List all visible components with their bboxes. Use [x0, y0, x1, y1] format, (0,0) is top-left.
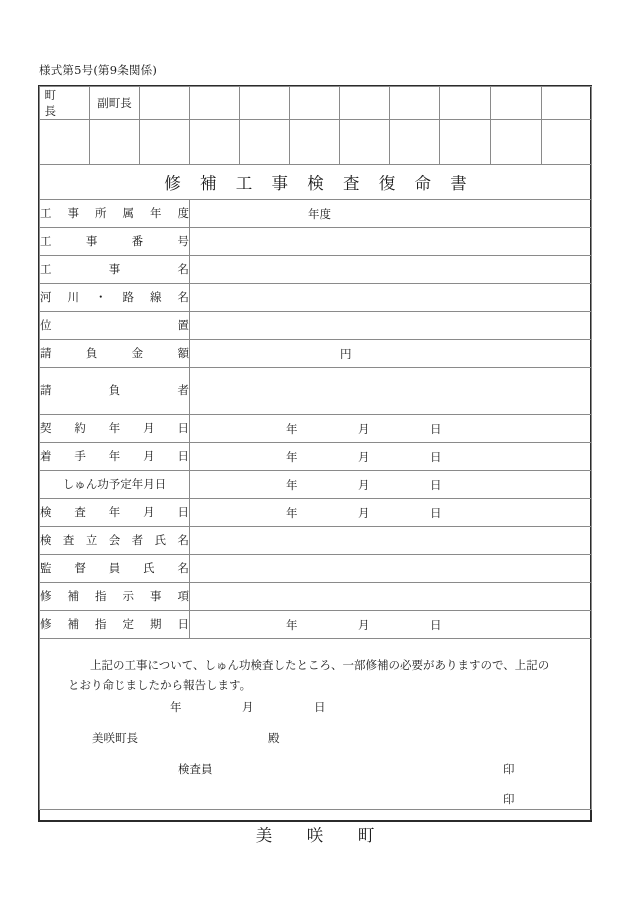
approval-cell-fukuchocho[interactable] [90, 87, 140, 120]
ymd-group [190, 471, 591, 498]
table-row [40, 527, 592, 555]
honorific-dono: 殿 [268, 731, 280, 745]
document-title-row [40, 165, 592, 200]
row-value-repair-instructions[interactable] [190, 583, 592, 611]
row-value-contract-amount[interactable] [190, 340, 592, 368]
month-mark: 月 [358, 505, 370, 520]
row-label-witness-name [40, 527, 190, 555]
approval-grid-header-row [40, 87, 592, 120]
label-text: 位 置 [40, 317, 189, 332]
table-row [40, 415, 592, 443]
row-value-supervisor-name[interactable] [190, 555, 592, 583]
stamp-box-7[interactable] [340, 120, 390, 165]
label-text: 検 査 立 会 者 氏 名 [40, 532, 189, 547]
stamp-box-4[interactable] [190, 120, 240, 165]
row-label-scheduled-completion-date [40, 471, 190, 499]
stamp-box-11[interactable] [542, 120, 592, 165]
table-row [40, 200, 592, 228]
row-value-witness-name[interactable] [190, 527, 592, 555]
table-row [40, 312, 592, 340]
label-text: 請 負 金 額 [40, 345, 189, 360]
month-mark: 月 [358, 421, 370, 436]
stamp-box-1[interactable] [40, 120, 90, 165]
approval-cell-11[interactable] [542, 87, 592, 120]
label-text: 請 負 者 [40, 383, 189, 398]
table-row [40, 583, 592, 611]
row-label-repair-deadline [40, 611, 190, 639]
row-value-repair-deadline[interactable] [190, 611, 592, 639]
table-row [40, 256, 592, 284]
page-title: 修 補 工 事 検 査 復 命 書 [164, 174, 474, 193]
seal-mark-icon-1[interactable]: 印 [503, 762, 515, 776]
label-text: 修 補 指 示 事 項 [40, 588, 189, 603]
approval-cell-6[interactable] [290, 87, 340, 120]
row-label-inspection-date [40, 499, 190, 527]
table-row [40, 284, 592, 312]
year-mark: 年 [286, 617, 298, 632]
month-mark: 月 [358, 617, 370, 632]
statement-row [40, 639, 592, 810]
ymd-group [190, 443, 591, 470]
row-value-inspection-date[interactable] [190, 499, 592, 527]
row-label-river-route-name [40, 284, 190, 312]
row-value-scheduled-completion-date[interactable] [190, 471, 592, 499]
row-value-contractor[interactable] [190, 368, 592, 415]
row-label-contract-date [40, 415, 190, 443]
statement-date-line[interactable] [170, 699, 326, 715]
table-row [40, 368, 592, 415]
approval-cell-3[interactable] [140, 87, 190, 120]
approval-cell-5[interactable] [240, 87, 290, 120]
row-value-fiscal-year[interactable] [190, 200, 592, 228]
statement-text: 上記の工事について、しゅん功検査したところ、一部修補の必要がありますので、上記のとおり命じましたから報告します。 [68, 658, 550, 693]
row-value-start-date[interactable] [190, 443, 592, 471]
yen-unit-text: 円 [340, 346, 352, 361]
approval-cell-10[interactable] [491, 87, 542, 120]
row-label-start-date [40, 443, 190, 471]
row-value-location[interactable] [190, 312, 592, 340]
row-label-repair-instructions [40, 583, 190, 611]
row-label-supervisor-name [40, 555, 190, 583]
stamp-box-3[interactable] [140, 120, 190, 165]
statement-year-mark: 年 [170, 700, 182, 714]
year-mark: 年 [286, 449, 298, 464]
year-mark: 年 [286, 421, 298, 436]
row-value-river-route-name[interactable] [190, 284, 592, 312]
table-row [40, 471, 592, 499]
row-value-work-name[interactable] [190, 256, 592, 284]
label-text: 着 手 年 月 日 [40, 448, 189, 463]
stamp-box-8[interactable] [390, 120, 440, 165]
stamp-box-2[interactable] [90, 120, 140, 165]
label-text: 工 事 所 属 年 度 [40, 205, 189, 220]
stamp-box-9[interactable] [440, 120, 491, 165]
label-text: 検 査 年 月 日 [40, 504, 189, 519]
row-value-work-number[interactable] [190, 228, 592, 256]
approval-grid-stamp-row [40, 120, 592, 165]
ymd-group [190, 611, 591, 638]
approval-cell-9[interactable] [440, 87, 491, 120]
footer-town-name: 美 咲 町 [255, 826, 384, 845]
table-row [40, 555, 592, 583]
year-mark: 年 [286, 477, 298, 492]
year-mark: 年 [286, 505, 298, 520]
label-text: 工 事 番 号 [40, 233, 189, 248]
stamp-box-5[interactable] [240, 120, 290, 165]
row-label-work-number [40, 228, 190, 256]
approval-cell-7[interactable] [340, 87, 390, 120]
day-mark: 日 [430, 421, 442, 436]
statement-cell [40, 639, 592, 810]
table-row [40, 499, 592, 527]
approval-cell-4[interactable] [190, 87, 240, 120]
row-label-fiscal-year [40, 200, 190, 228]
row-value-contract-date[interactable] [190, 415, 592, 443]
form-number-label: 様式第5号(第9条関係) [39, 63, 158, 77]
day-mark: 日 [430, 477, 442, 492]
addressee-mayor: 美咲町長 [92, 731, 138, 745]
main-form-table [39, 86, 592, 810]
day-mark: 日 [430, 505, 442, 520]
table-row [40, 611, 592, 639]
row-label-location [40, 312, 190, 340]
day-mark: 日 [430, 449, 442, 464]
document-title-cell [40, 165, 592, 200]
approval-label-fukuchocho: 副町長 [97, 96, 132, 110]
inspector-label: 検査員 [178, 762, 213, 776]
row-label-contract-amount [40, 340, 190, 368]
month-mark: 月 [358, 477, 370, 492]
month-mark: 月 [358, 449, 370, 464]
label-text: しゅん功予定年月日 [62, 476, 167, 491]
stamp-box-10[interactable] [491, 120, 542, 165]
label-text: 工 事 名 [40, 261, 189, 276]
ymd-group [190, 415, 591, 442]
statement-month-mark: 月 [242, 700, 254, 714]
row-label-contractor [40, 368, 190, 415]
table-row [40, 443, 592, 471]
label-text: 河 川 ・ 路 線 名 [40, 289, 189, 304]
table-row [40, 340, 592, 368]
stamp-box-6[interactable] [290, 120, 340, 165]
seal-mark-icon-2[interactable]: 印 [503, 792, 515, 806]
table-row [40, 228, 592, 256]
label-text: 監 督 員 氏 名 [40, 560, 189, 575]
approval-cell-8[interactable] [390, 87, 440, 120]
approval-label-chocho: 町 長 [44, 88, 79, 118]
label-text: 修 補 指 定 期 日 [40, 616, 189, 631]
ymd-group [190, 499, 591, 526]
statement-day-mark: 日 [314, 700, 326, 714]
label-text: 契 約 年 月 日 [40, 420, 189, 435]
statement-block [40, 639, 591, 809]
day-mark: 日 [430, 617, 442, 632]
approval-cell-chocho[interactable] [40, 87, 90, 120]
value-text: 年度 [308, 206, 331, 221]
row-label-work-name [40, 256, 190, 284]
